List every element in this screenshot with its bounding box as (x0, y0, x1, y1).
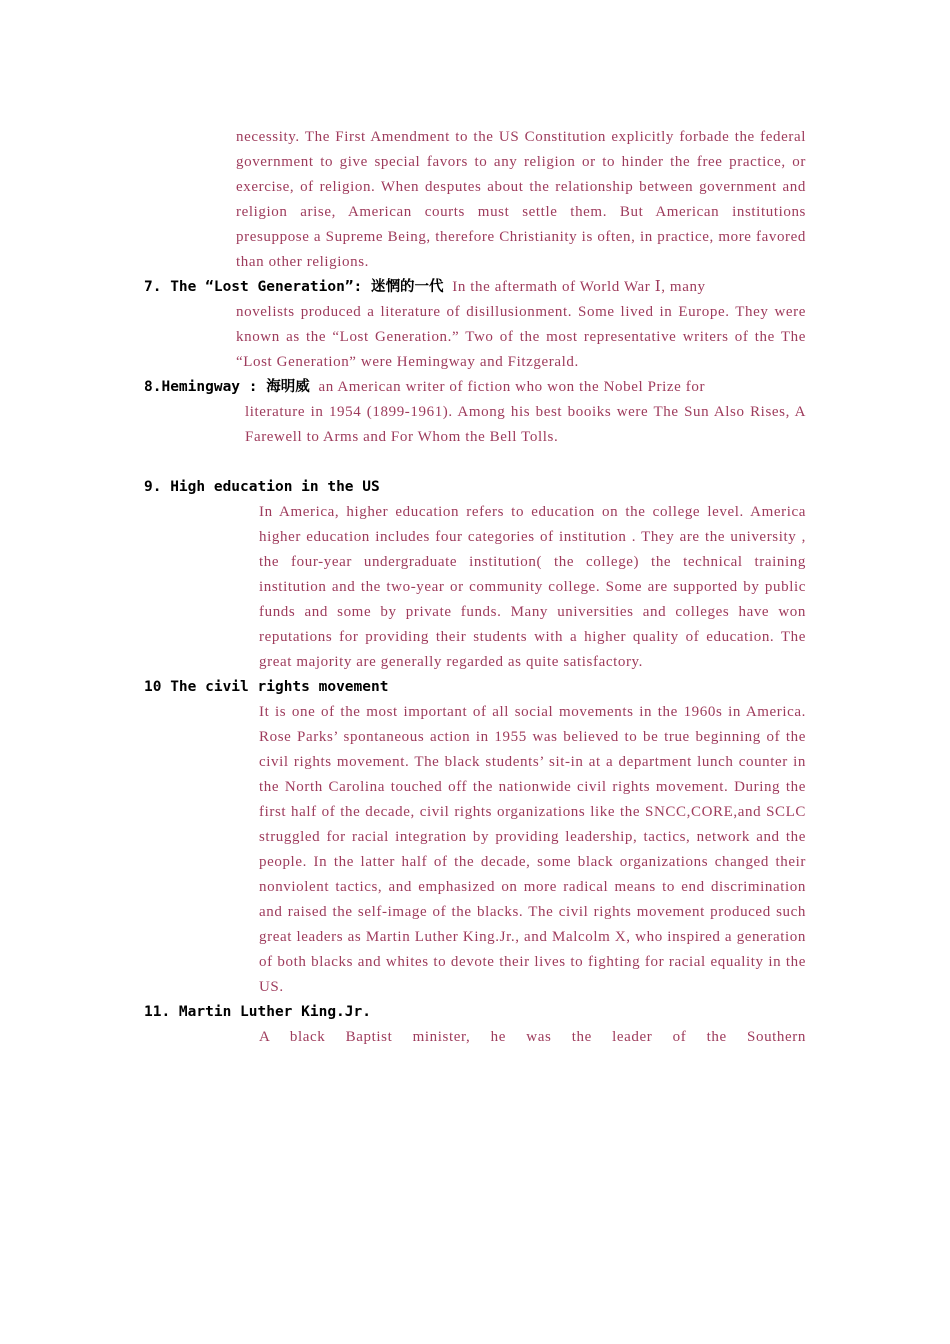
entry-civil-rights-movement (0, 675, 950, 1000)
entry-hemingway (0, 375, 950, 450)
entry-number: 11. (144, 1004, 179, 1020)
definition-first-line: In the aftermath of World War Ⅰ, many (452, 279, 706, 295)
entry-term: Martin Luther King.Jr. (178, 1004, 371, 1020)
blank-line (0, 450, 950, 475)
entry-term: The civil rights movement (170, 679, 389, 695)
entry-heading (144, 475, 950, 500)
entry-number: 7. (144, 279, 171, 295)
definition-text: A black Baptist minister, he was the leader of the Southern (259, 1029, 806, 1045)
definition-text: literature in 1954 (1899-1961). Among his best booiks were The Sun Also Rises, A Farewell to Arms and For Whom the Bell Tolls. (245, 404, 806, 445)
entry-martin-luther-king (0, 1000, 950, 1050)
definition-text: novelists produced a literature of disillusionment. Some lived in Europe. They were known as the “Lost Generation.” Two of the most representative writers of the The “Lost Generation” were Hemingway and Fitzgerald. (236, 304, 806, 370)
document-page (0, 125, 950, 1050)
definition-text: necessity. The First Amendment to the US Constitution explicitly forbade the federal government to give special favors to any religion or to hinder the free practice, or exercise, of religion. When desputes about the relationship between government and religion arise, American courts must settle them. But American institutions presuppose a Supreme Being, therefore Christianity is often, in practice, more favored than other religions. (236, 129, 806, 270)
entry-term: Hemingway : 海明威 (161, 379, 310, 395)
definition-first-line: an American writer of fiction who won the Nobel Prize for (318, 379, 706, 395)
entry-term: The “Lost Generation”: 迷惘的一代 (170, 279, 444, 295)
entry-number: 9. (144, 479, 171, 495)
entry-heading (144, 1000, 950, 1025)
entry-religion-continued (0, 125, 950, 275)
definition-text: It is one of the most important of all social movements in the 1960s in America. Rose Parks’ spontaneous action in 1955 was believed to be true beginning of the civil rights movement. The black students’ sit-in at a department lunch counter in the North Carolina touched off the nationwide civil rights movement. During the first half of the decade, civil rights organizations like the SNCC,CORE,and SCLC struggled for racial integration by providing leadership, tactics, network and the people. In the latter half of the decade, some black organizations changed their nonviolent tactics, and emphasized on more radical means to end discrimination and raised the self-image of the blacks. The civil rights movement produced such great leaders as Martin Luther King.Jr., and Malcolm X, who inspired a generation of both blacks and whites to devote their lives to fighting for racial equality in the US. (259, 704, 806, 995)
entry-lost-generation (0, 275, 950, 375)
entry-term: High education in the US (170, 479, 380, 495)
entry-heading (144, 375, 950, 400)
entry-higher-education (0, 475, 950, 675)
entry-number: 10 (144, 679, 171, 695)
entry-number: 8. (144, 379, 162, 395)
entry-heading (144, 275, 950, 300)
definition-text: In America, higher education refers to education on the college level. America higher education includes four categories of institution . They are the university , the four-year undergraduate institution( the college) the technical training institution and the two-year or community college. Some are supported by public funds and some by private funds. Many universities and colleges have won reputations for providing their students with a higher quality of education. The great majority are generally regarded as quite satisfactory. (259, 504, 806, 670)
entry-heading (144, 675, 950, 700)
